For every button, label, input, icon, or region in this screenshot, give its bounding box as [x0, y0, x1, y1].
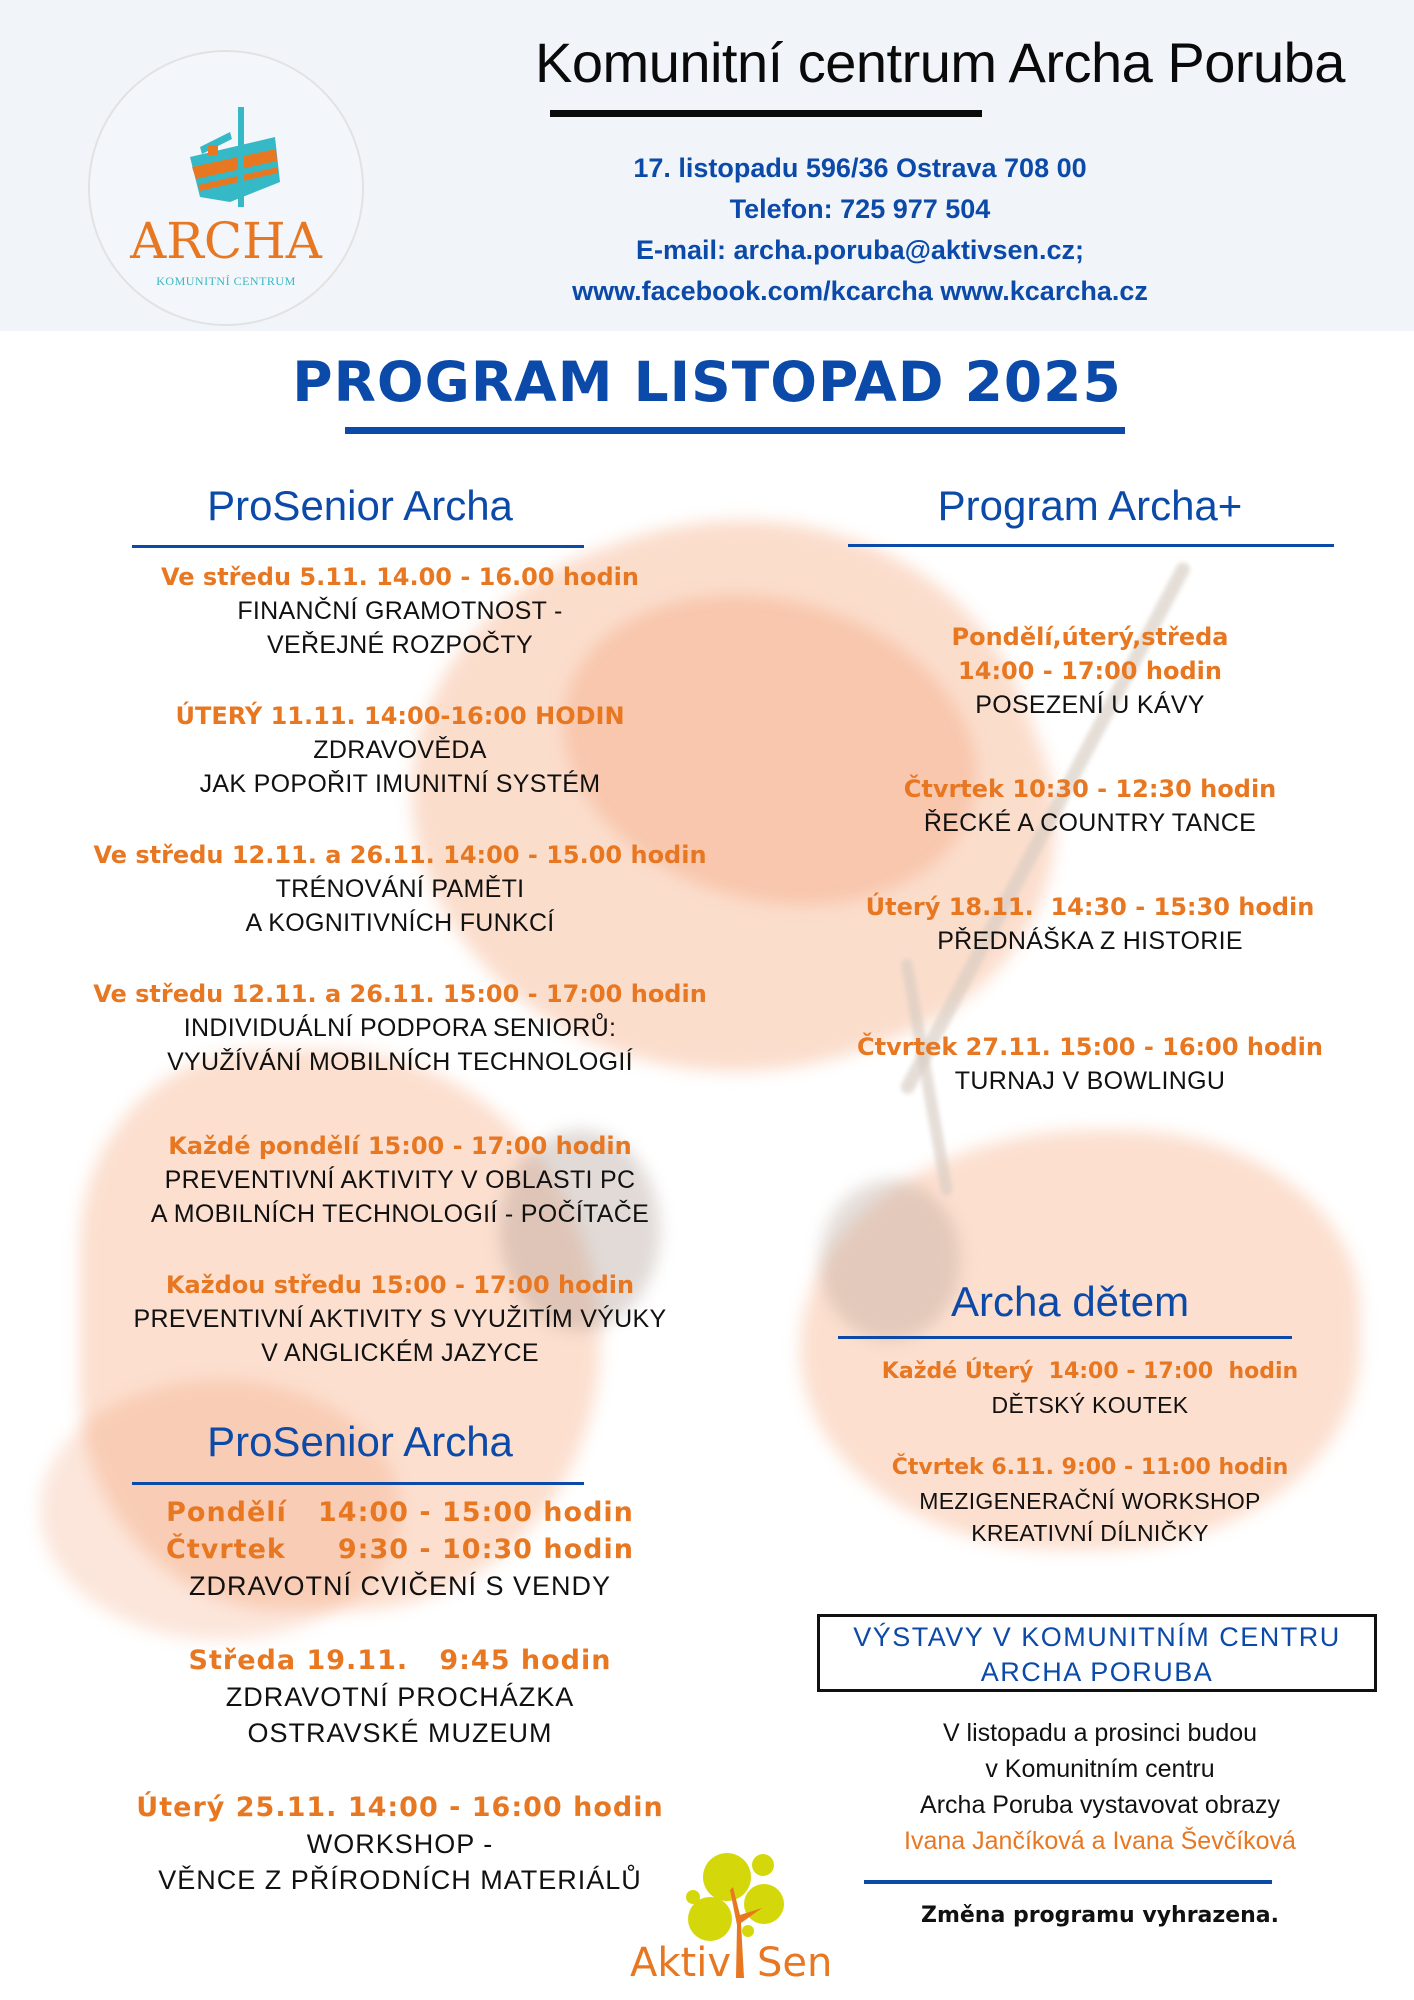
event-item: [60, 977, 740, 1079]
event-time: Úterý 18.11. 14:30 - 15:30 hodin: [865, 893, 1315, 921]
event-list-archa-detem: [800, 1355, 1380, 1579]
event-item: [800, 620, 1380, 722]
event-time: Středa 19.11. 9:45 hodin: [188, 1645, 612, 1676]
event-time: Každou středu 15:00 - 17:00 hodin: [165, 1271, 635, 1299]
title-divider: [550, 110, 982, 117]
event-title: VYUŽÍVÁNÍ MOBILNÍCH TECHNOLOGIÍ: [167, 1048, 633, 1076]
email-link[interactable]: E-mail: archa.poruba@aktivsen.cz;: [636, 235, 1084, 265]
event-title: VĚNCE Z PŘÍRODNÍCH MATERIÁLŮ: [158, 1865, 642, 1895]
event-title: OSTRAVSKÉ MUZEUM: [247, 1718, 553, 1748]
event-item: [60, 560, 740, 662]
event-item: [800, 1451, 1380, 1549]
event-title: A MOBILNÍCH TECHNOLOGIÍ - POČÍTAČE: [150, 1200, 650, 1228]
event-title: FINANČNÍ GRAMOTNOST -: [237, 597, 563, 625]
section-divider: [838, 1336, 1292, 1339]
contact-block: [520, 148, 1200, 312]
aktivsen-wordmark: Aktiv Sen: [630, 1940, 833, 1986]
footer-divider: [864, 1880, 1272, 1884]
exhibition-artists: Ivana Jančíková a Ivana Ševčíková: [904, 1827, 1296, 1855]
event-title: WORKSHOP -: [306, 1829, 494, 1859]
event-title: POSEZENÍ U KÁVY: [975, 691, 1205, 719]
exhibition-heading: [817, 1614, 1377, 1692]
ship-icon: [170, 107, 290, 217]
event-time: Pondělí 14:00 - 15:00 hodin: [166, 1497, 634, 1528]
event-item: [60, 1268, 740, 1370]
event-time: Ve středu 5.11. 14.00 - 16.00 hodin: [161, 563, 639, 591]
event-title: KREATIVNÍ DÍLNIČKY: [971, 1520, 1209, 1546]
logo-subtitle: KOMUNITNÍ CENTRUM: [156, 274, 296, 288]
event-time: Úterý 25.11. 14:00 - 16:00 hodin: [136, 1792, 664, 1823]
event-time: Každé pondělí 15:00 - 17:00 hodin: [168, 1132, 632, 1160]
event-time: Ve středu 12.11. a 26.11. 15:00 - 17:00 hodin: [93, 980, 707, 1008]
phone: Telefon: 725 977 504: [729, 194, 991, 224]
exhibition-text: [820, 1715, 1380, 1859]
title-underline: [345, 427, 1125, 434]
event-item: [60, 1642, 740, 1751]
event-item: [60, 1129, 740, 1231]
event-time: Ve středu 12.11. a 26.11. 14:00 - 15.00 hodin: [93, 841, 707, 869]
section-title-archa-detem: Archa dětem: [950, 1278, 1190, 1325]
event-title: VEŘEJNÉ ROZPOČTY: [267, 631, 533, 659]
event-title: PREVENTIVNÍ AKTIVITY S VYUŽITÍM VÝUKY: [133, 1305, 667, 1333]
org-title: Komunitní centrum Archa Poruba: [535, 31, 1345, 94]
section-title-prosenior-2: ProSenior Archa: [207, 1418, 513, 1465]
event-title: ŘECKÉ A COUNTRY TANCE: [923, 809, 1257, 837]
event-title: PŘEDNÁŠKA Z HISTORIE: [937, 927, 1243, 955]
event-title: JAK POPOŘIT IMUNITNÍ SYSTÉM: [199, 770, 601, 798]
event-title: TURNAJ V BOWLINGU: [954, 1067, 1226, 1095]
event-title: V ANGLICKÉM JAZYCE: [261, 1339, 539, 1367]
exhibition-heading-line: ARCHA PORUBA: [980, 1657, 1214, 1687]
event-title: TRÉNOVÁNÍ PAMĚTI: [275, 875, 525, 903]
event-item: [800, 1030, 1380, 1098]
event-time: Čtvrtek 27.11. 15:00 - 16:00 hodin: [857, 1033, 1323, 1061]
event-title: ZDRAVOVĚDA: [313, 736, 487, 764]
address: 17. listopadu 596/36 Ostrava 708 00: [633, 153, 1087, 183]
event-item: [60, 699, 740, 801]
event-time: Každé Úterý 14:00 - 17:00 hodin: [881, 1359, 1299, 1384]
page-title: PROGRAM LISTOPAD 2025: [292, 350, 1122, 414]
exhibition-text-line: V listopadu a prosinci budou: [942, 1719, 1258, 1747]
event-item: [800, 772, 1380, 840]
event-list-archa-plus: [800, 620, 1380, 1148]
archa-logo: [88, 50, 364, 326]
event-time: ÚTERÝ 11.11. 14:00-16:00 HODIN: [175, 702, 625, 730]
section-title-prosenior: ProSenior Archa: [207, 482, 513, 529]
event-title: DĚTSKÝ KOUTEK: [991, 1392, 1189, 1418]
section-divider: [132, 545, 584, 548]
event-time: Čtvrtek 6.11. 9:00 - 11:00 hodin: [891, 1455, 1289, 1480]
event-item: [800, 890, 1380, 958]
event-title: INDIVIDUÁLNÍ PODPORA SENIORŮ:: [183, 1014, 617, 1042]
exhibition-heading-line: VÝSTAVY V KOMUNITNÍM CENTRU: [853, 1622, 1341, 1652]
event-list-prosenior: [60, 560, 740, 1407]
event-title: PREVENTIVNÍ AKTIVITY V OBLASTI PC: [164, 1166, 636, 1194]
section-divider: [132, 1482, 584, 1485]
event-item: [800, 1355, 1380, 1421]
event-time: Pondělí,úterý,středa: [951, 623, 1229, 651]
section-title-archa-plus: Program Archa+: [937, 482, 1243, 529]
exhibition-text-line: Archa Poruba vystavovat obrazy: [920, 1791, 1280, 1819]
program-change-note: Změna programu vyhrazena.: [921, 1903, 1279, 1928]
event-item: [60, 838, 740, 940]
aktivsen-logo: [620, 1845, 840, 1995]
event-title: A KOGNITIVNÍCH FUNKCÍ: [245, 909, 555, 937]
event-title: ZDRAVOTNÍ PROCHÁZKA: [225, 1682, 575, 1712]
exhibition-text-line: v Komunitním centru: [985, 1755, 1215, 1783]
event-title: ZDRAVOTNÍ CVIČENÍ S VENDY: [188, 1571, 612, 1601]
web-links[interactable]: www.facebook.com/kcarcha www.kcarcha.cz: [572, 276, 1148, 306]
event-item: [60, 1494, 740, 1604]
event-time: Čtvrtek 10:30 - 12:30 hodin: [903, 775, 1277, 803]
event-title: MEZIGENERAČNÍ WORKSHOP: [919, 1488, 1261, 1514]
section-divider: [848, 544, 1334, 547]
event-time: Čtvrtek 9:30 - 10:30 hodin: [166, 1534, 634, 1565]
event-time: 14:00 - 17:00 hodin: [958, 657, 1222, 685]
logo-wordmark: ARCHA: [130, 212, 322, 270]
